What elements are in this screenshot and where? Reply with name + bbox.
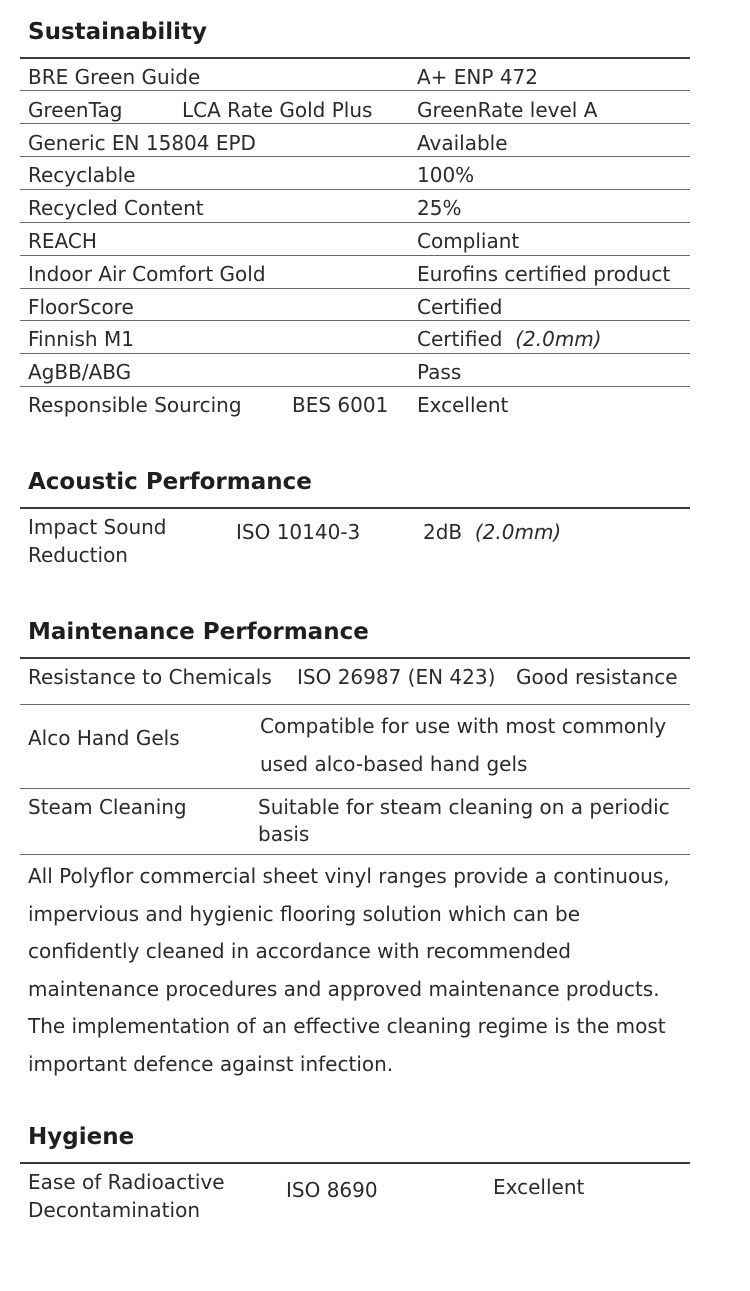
divider: [20, 854, 690, 855]
row-standard: ISO 8690: [286, 1178, 378, 1202]
value-line: basis: [258, 822, 310, 846]
row-value: Certified: [417, 295, 503, 319]
value-line: Suitable for steam cleaning on a periodic: [258, 795, 670, 819]
value-text: Certified: [417, 327, 503, 351]
value-note: (2.0mm): [515, 327, 602, 351]
row-label: Steam Cleaning: [28, 795, 187, 819]
row-value: Compliant: [417, 229, 520, 253]
row-label: Resistance to Chemicals: [28, 665, 272, 689]
row-value: [417, 327, 602, 351]
row-label: Generic EN 15804 EPD: [28, 131, 256, 155]
row-label: Responsible Sourcing: [28, 393, 242, 417]
divider: [20, 657, 690, 659]
row-value: Excellent: [417, 393, 509, 417]
divider: [20, 788, 690, 789]
row-sub-label: BES 6001: [292, 393, 389, 417]
section-title-acoustic: Acoustic Performance: [28, 469, 312, 495]
divider: [20, 222, 690, 223]
row-label: GreenTag: [28, 98, 123, 122]
value-text: 2dB: [423, 520, 463, 544]
row-label: [28, 515, 167, 567]
row-sub-label: LCA Rate Gold Plus: [182, 98, 373, 122]
row-value: Good resistance: [516, 665, 678, 689]
row-value: GreenRate level A: [417, 98, 598, 122]
row-value: Eurofins certified product: [417, 262, 671, 286]
row-value: A+ ENP 472: [417, 65, 538, 89]
row-value: 25%: [417, 196, 462, 220]
row-label: REACH: [28, 229, 97, 253]
row-value: [260, 714, 666, 776]
row-value: Pass: [417, 360, 462, 384]
value-line: Compatible for use with most commonly: [260, 714, 667, 738]
row-label: BRE Green Guide: [28, 65, 201, 89]
row-label: Finnish M1: [28, 327, 134, 351]
value-note: (2.0mm): [474, 520, 562, 544]
row-label: [28, 1170, 225, 1222]
row-value: Excellent: [493, 1175, 585, 1199]
row-label: FloorScore: [28, 295, 134, 319]
divider: [20, 288, 690, 289]
divider: [20, 386, 690, 387]
label-line: Reduction: [28, 543, 128, 567]
row-value: 100%: [417, 163, 475, 187]
maintenance-paragraph: All Polyflor commercial sheet vinyl ranges provide a continuous, impervious and hygienic flooring solution which can be confidently cleaned in accordance with recommended maintenance procedures and approved maintenance products. The implementation of an effective cleaning regime is the most important defence against infection.: [28, 864, 670, 1076]
label-line: Impact Sound: [28, 515, 167, 539]
value-line: used alco-based hand gels: [260, 752, 528, 776]
section-title-sustainability: Sustainability: [28, 19, 208, 45]
divider: [20, 353, 690, 354]
row-standard: ISO 26987 (EN 423): [297, 665, 496, 689]
divider: [20, 507, 690, 509]
divider: [20, 57, 690, 59]
divider: [20, 156, 690, 157]
divider: [20, 320, 690, 321]
row-label: AgBB/ABG: [28, 360, 132, 384]
label-line: Decontamination: [28, 1198, 200, 1222]
label-line: Ease of Radioactive: [28, 1170, 225, 1194]
row-value: [423, 520, 561, 544]
divider: [20, 189, 690, 190]
divider: [20, 704, 690, 705]
row-value: [258, 795, 670, 846]
section-title-maintenance: Maintenance Performance: [28, 619, 369, 645]
row-label: Recyclable: [28, 163, 136, 187]
divider: [20, 90, 690, 91]
row-standard: ISO 10140-3: [236, 520, 361, 544]
divider: [20, 255, 690, 256]
section-title-hygiene: Hygiene: [28, 1124, 135, 1150]
divider: [20, 1162, 690, 1164]
divider: [20, 123, 690, 124]
row-value: Available: [417, 131, 508, 155]
row-label: Alco Hand Gels: [28, 726, 180, 750]
row-label: Indoor Air Comfort Gold: [28, 262, 266, 286]
row-label: Recycled Content: [28, 196, 204, 220]
